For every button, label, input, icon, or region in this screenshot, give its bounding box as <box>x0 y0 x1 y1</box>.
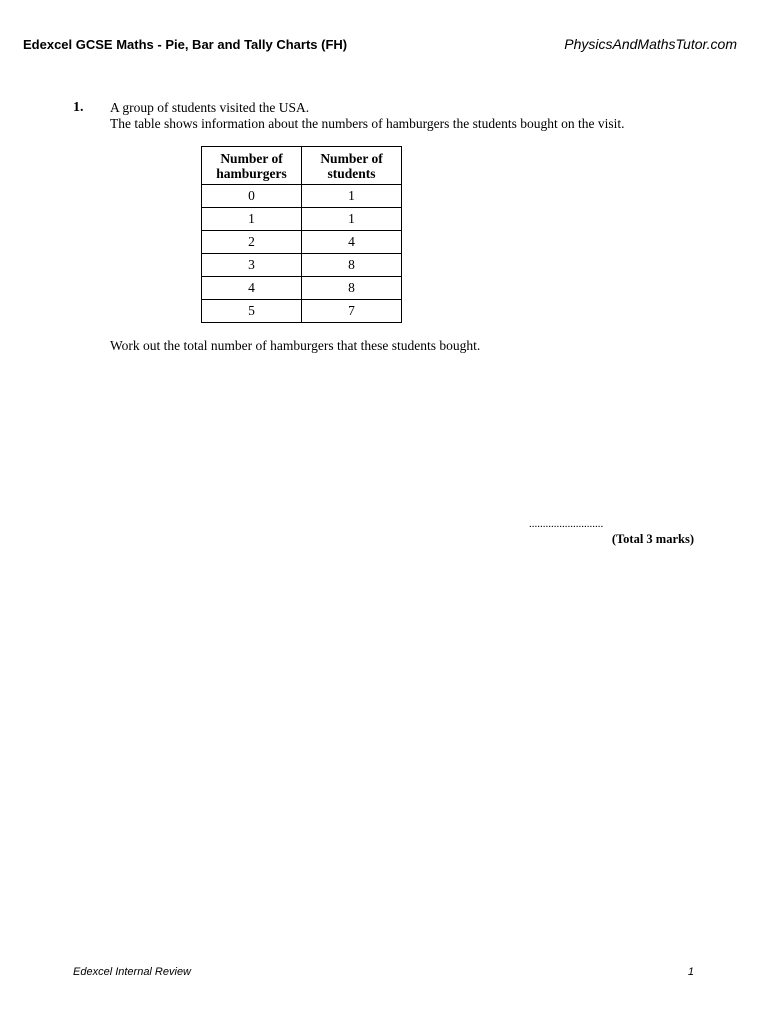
cell-hamburgers: 1 <box>202 208 302 231</box>
header-students-line-2: students <box>327 165 376 181</box>
question-number: 1. <box>73 100 84 115</box>
table-row <box>202 185 402 208</box>
header-hamburgers-line-2: hamburgers <box>216 165 287 181</box>
page-number: 1 <box>687 966 694 978</box>
cell-hamburgers: 4 <box>202 277 302 300</box>
cell-students: 1 <box>302 208 402 231</box>
total-marks: (Total 3 marks) <box>611 532 694 546</box>
question-line-1: A group of students visited the USA. <box>110 100 310 115</box>
cell-students: 1 <box>302 185 402 208</box>
cell-students: 8 <box>302 254 402 277</box>
cell-students: 7 <box>302 300 402 323</box>
cell-hamburgers: 0 <box>202 185 302 208</box>
table-row <box>202 208 402 231</box>
table-header-row <box>202 147 402 185</box>
cell-hamburgers: 5 <box>202 300 302 323</box>
cell-hamburgers: 3 <box>202 254 302 277</box>
header-hamburgers <box>202 147 302 185</box>
table-row <box>202 277 402 300</box>
hamburger-table <box>201 146 402 323</box>
cell-students: 8 <box>302 277 402 300</box>
footer-source: Edexcel Internal Review <box>73 966 192 978</box>
table-row <box>202 231 402 254</box>
answer-line: ........................... <box>529 518 604 530</box>
header-hamburgers-line-1: Number of <box>220 150 283 166</box>
document-title: Edexcel GCSE Maths - Pie, Bar and Tally Charts (FH) <box>23 37 348 52</box>
table-row <box>202 254 402 277</box>
site-name: PhysicsAndMathsTutor.com <box>564 36 737 52</box>
header-students <box>302 147 402 185</box>
question-instruction: Work out the total number of hamburgers that these students bought. <box>110 338 481 353</box>
table-row <box>202 300 402 323</box>
question-line-2: The table shows information about the numbers of hamburgers the students bought on the visit. <box>110 116 625 131</box>
header-students-line-1: Number of <box>320 150 383 166</box>
cell-students: 4 <box>302 231 402 254</box>
cell-hamburgers: 2 <box>202 231 302 254</box>
